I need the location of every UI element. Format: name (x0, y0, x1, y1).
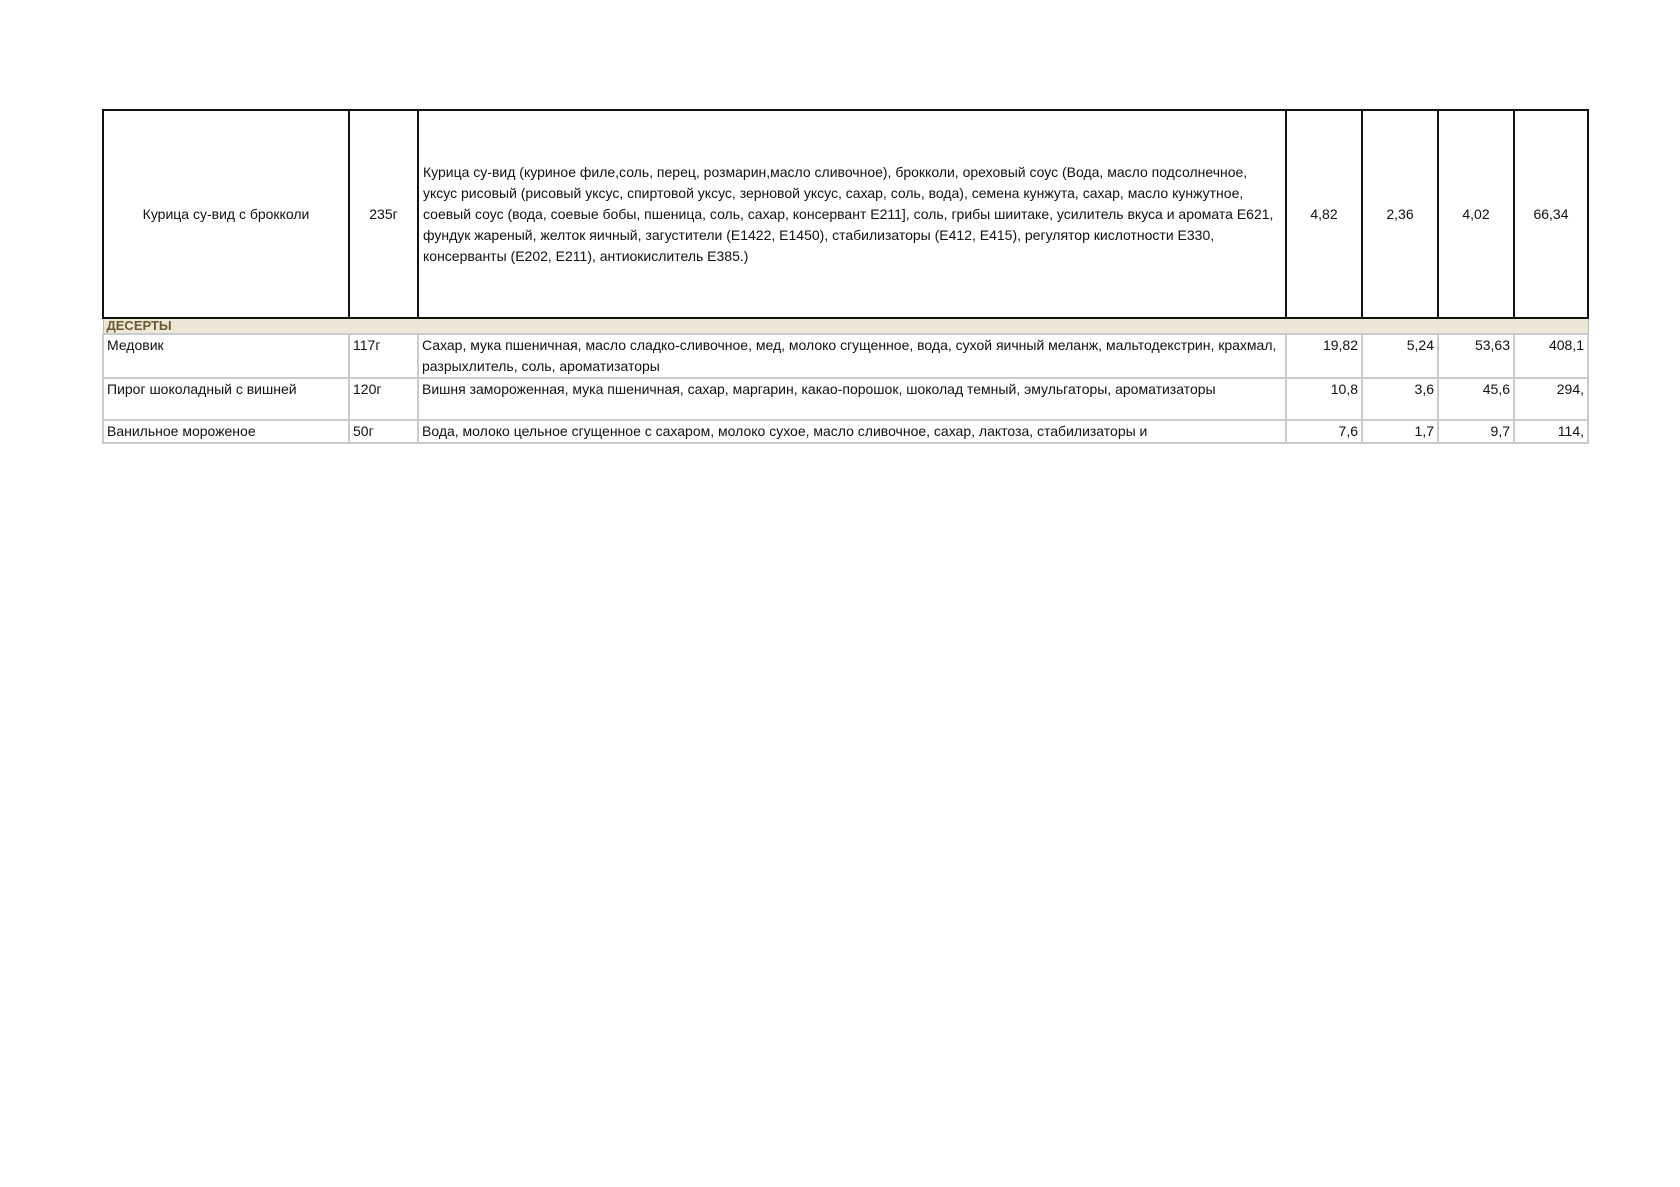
fat-cell: 2,36 (1362, 110, 1438, 318)
section-header-row (103, 318, 1588, 334)
fat-cell: 3,6 (1362, 378, 1438, 420)
kcal-cell: 114, (1514, 420, 1588, 443)
dish-ingredients-cell (418, 420, 1286, 443)
fat-cell: 1,7 (1362, 420, 1438, 443)
protein-cell: 7,6 (1286, 420, 1362, 443)
dish-ingredients-cell: Курица су-вид (куриное филе,соль, перец, розмарин,масло сливочное), брокколи, ореховый соус (Вода, масло подсолнечное, уксус рисовый (рисовый уксус, спиртовой уксус, зерновой уксус, сахар, соль, вода), семена кунжута, сахар, масло кунжутное, соевый соус (вода, соевые бобы, пшеница, соль, сахар, консервант E211], соль, грибы шиитаке, усилитель вкуса и аромата Е621, фундук жареный, желток яичный, загустители (Е1422, Е1450), стабилизаторы (Е412, Е415), регулятор кислотности Е330, консерванты (Е202, Е211), антиокислитель Е385.) (418, 110, 1286, 318)
protein-cell: 10,8 (1286, 378, 1362, 420)
dish-name-cell: Ванильное мороженое (103, 420, 349, 443)
dish-name-cell: Курица су-вид с брокколи (103, 110, 349, 318)
protein-cell: 19,82 (1286, 334, 1362, 378)
dish-weight-cell: 117г (349, 334, 418, 378)
table-row (103, 334, 1588, 378)
carbs-cell: 53,63 (1438, 334, 1514, 378)
dish-name-cell: Медовик (103, 334, 349, 378)
carbs-cell: 9,7 (1438, 420, 1514, 443)
dish-ingredients-cell: Вишня замороженная, мука пшеничная, сахар, маргарин, какао-порошок, шоколад темный, эмульгаторы, ароматизаторы (418, 378, 1286, 420)
kcal-cell: 66,34 (1514, 110, 1588, 318)
nutrition-table (102, 109, 1589, 444)
protein-cell: 4,82 (1286, 110, 1362, 318)
carbs-cell: 4,02 (1438, 110, 1514, 318)
table-row (103, 420, 1588, 443)
dish-ingredients-cell: Сахар, мука пшеничная, масло сладко-сливочное, мед, молоко сгущенное, вода, сухой яичный меланж, мальтодекстрин, крахмал, разрыхлитель, соль, ароматизаторы (418, 334, 1286, 378)
kcal-cell: 408,1 (1514, 334, 1588, 378)
dish-weight-cell: 120г (349, 378, 418, 420)
kcal-cell: 294, (1514, 378, 1588, 420)
table-row (103, 378, 1588, 420)
dish-weight-cell: 50г (349, 420, 418, 443)
dish-weight-cell: 235г (349, 110, 418, 318)
dish-name-cell: Пирог шоколадный с вишней (103, 378, 349, 420)
table-row-main-item (103, 110, 1588, 318)
section-title: ДЕСЕРТЫ (103, 318, 1588, 334)
carbs-cell: 45,6 (1438, 378, 1514, 420)
fat-cell: 5,24 (1362, 334, 1438, 378)
ingredients-text: Вода, молоко цельное сгущенное с сахаром, молоко сухое, масло сливочное, сахар, лактоза, стабилизаторы и (422, 423, 1148, 439)
